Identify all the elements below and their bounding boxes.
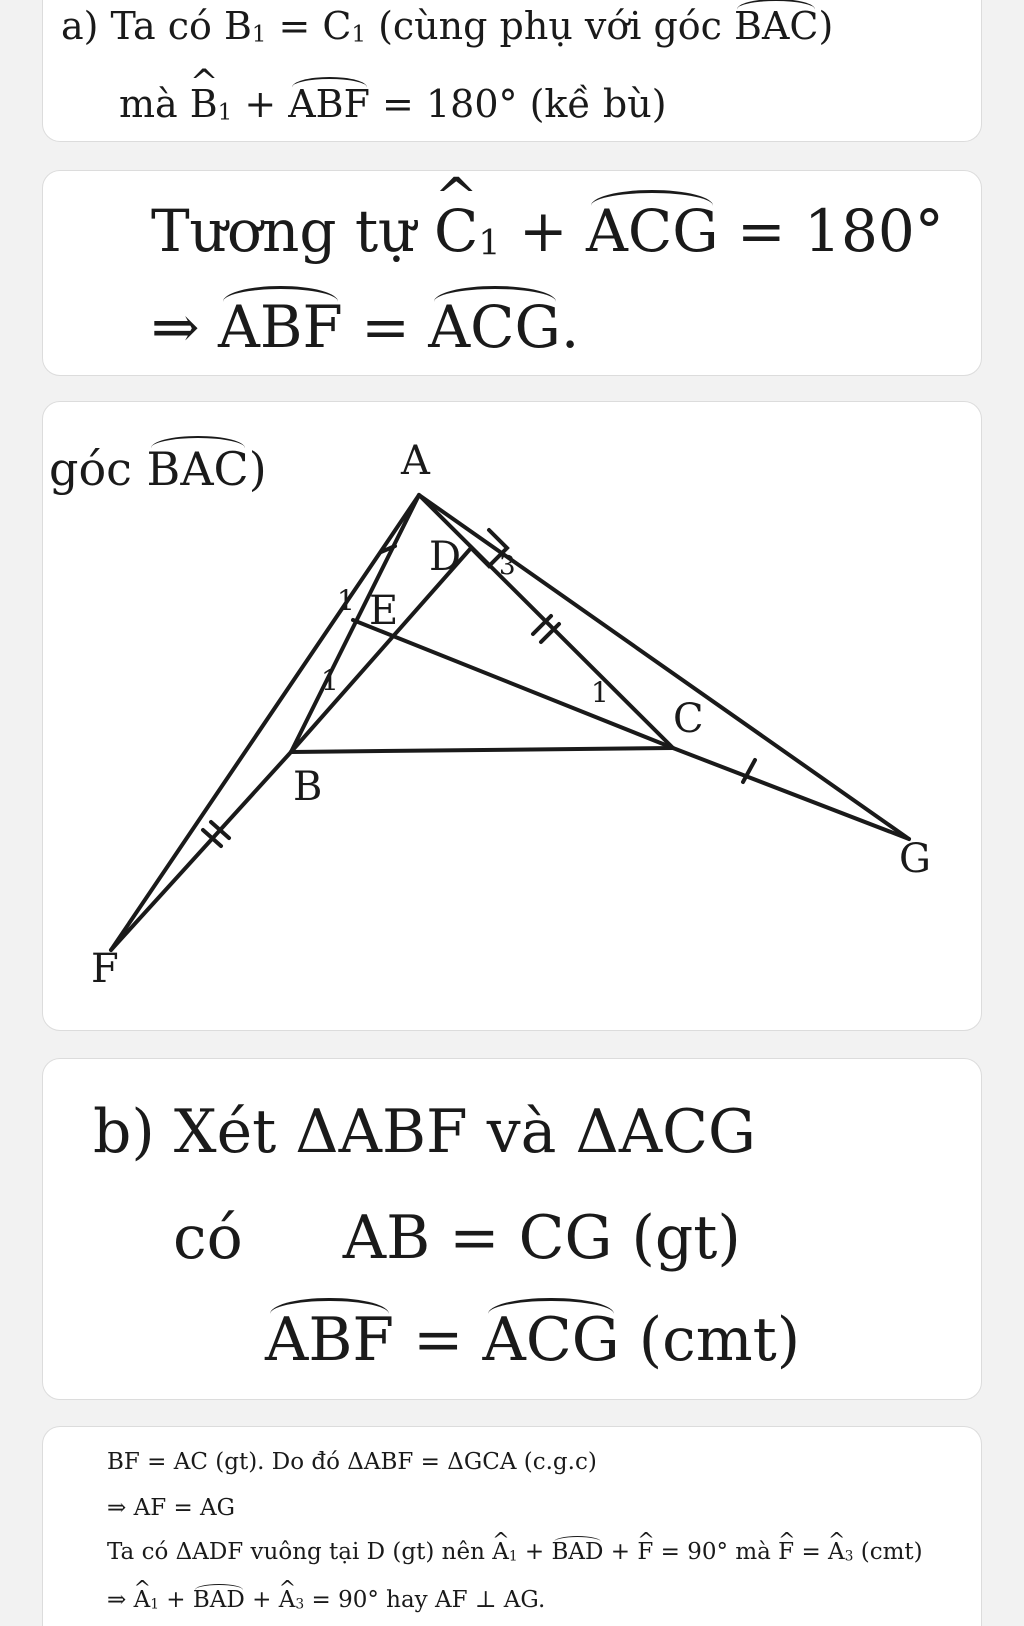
part-b-line-3: ABF = ACG (cmt) — [265, 1305, 801, 1375]
label-angle-1: 1 — [321, 664, 339, 697]
conclusion-line-1: BF = AC (gt). Do đó ΔABF = ΔGCA (c.g.c) — [107, 1449, 597, 1475]
segment-ag — [419, 495, 909, 839]
angle-c1: ^ C — [434, 197, 478, 265]
angle-f: ^ F — [778, 1539, 794, 1565]
angle-abf: ABF — [265, 1305, 395, 1375]
conclusion-card — [42, 1426, 982, 1626]
label-a: A — [401, 438, 430, 484]
part-b-card — [42, 1058, 982, 1400]
angle-bac: BAC — [146, 442, 249, 496]
label-f: F — [91, 946, 119, 992]
angle-b1: ^ B — [224, 4, 252, 48]
part-a-line-1: a) Ta có ^ $B_1$ = ^ $C_1$ (cùng phụ với góc BAC) — [61, 4, 833, 48]
figure-card — [42, 401, 982, 1031]
segment-bc — [291, 748, 673, 752]
angle-a3: ^ A — [828, 1539, 845, 1565]
label-e: E — [369, 588, 399, 634]
angle-a3: ^ A — [279, 1587, 296, 1613]
conclusion-line-3: Ta có ΔADF vuông tại D (gt) nên ^ $A_1$ + BAD + ^ F = 90° mà ^ F = ^ $A_3$ (cmt) — [107, 1539, 923, 1565]
part-a-line-2: mà ^ $B_1$ + ABF = 180° (kề bù) — [119, 82, 667, 126]
angle-bac: BAC — [734, 4, 819, 48]
angle-abf: ABF — [288, 82, 370, 126]
segment-bf — [111, 752, 291, 950]
text: a) Ta có — [61, 4, 224, 48]
conclusion-line-2: ⇒ AF = AG — [107, 1495, 236, 1521]
label-b: B — [293, 764, 323, 810]
label-c: C — [673, 696, 704, 742]
angle-a1: ^ A — [134, 1587, 151, 1613]
angle-bad: BAD — [192, 1587, 245, 1613]
geometry-figure — [43, 402, 982, 1031]
label-angle-3: 3 — [499, 551, 516, 581]
angle-abf: ABF — [218, 293, 343, 361]
figure-corner-text: góc BAC) — [49, 442, 267, 496]
angle-a1: ^ A — [492, 1539, 509, 1565]
segment-cg — [673, 748, 909, 839]
angle-acg: ACG — [586, 197, 719, 265]
segment-af — [111, 495, 419, 950]
label-angle-1: 1 — [591, 676, 609, 709]
angle-c1: ^ C — [322, 4, 351, 48]
angle-acg: ACG — [482, 1305, 620, 1375]
similar-line-1: Tương tự ^ $C_1$ + ACG = 180° — [151, 197, 944, 265]
angle-acg: ACG — [428, 293, 561, 361]
angle-f: ^ F — [637, 1539, 653, 1565]
label-d: D — [429, 534, 462, 580]
label-angle-1: 1 — [337, 584, 355, 617]
angle-b1: ^ B — [190, 82, 218, 126]
angle-bad: BAD — [551, 1539, 604, 1565]
similar-card — [42, 170, 982, 376]
part-b-line-1: b) Xét ΔABF và ΔACG — [93, 1097, 756, 1167]
conclusion-line-4: ⇒ ^ $A_1$ + BAD + ^ $A_3 = 90^\circ$ hay AF ⊥ AG. — [107, 1587, 545, 1613]
segment-ab — [291, 495, 419, 752]
similar-line-2: ⇒ ABF = ACG. — [151, 293, 580, 361]
part-b-line-2: có AB = CG (gt) — [173, 1203, 741, 1273]
part-a-card — [42, 0, 982, 142]
label-g: G — [899, 836, 931, 882]
